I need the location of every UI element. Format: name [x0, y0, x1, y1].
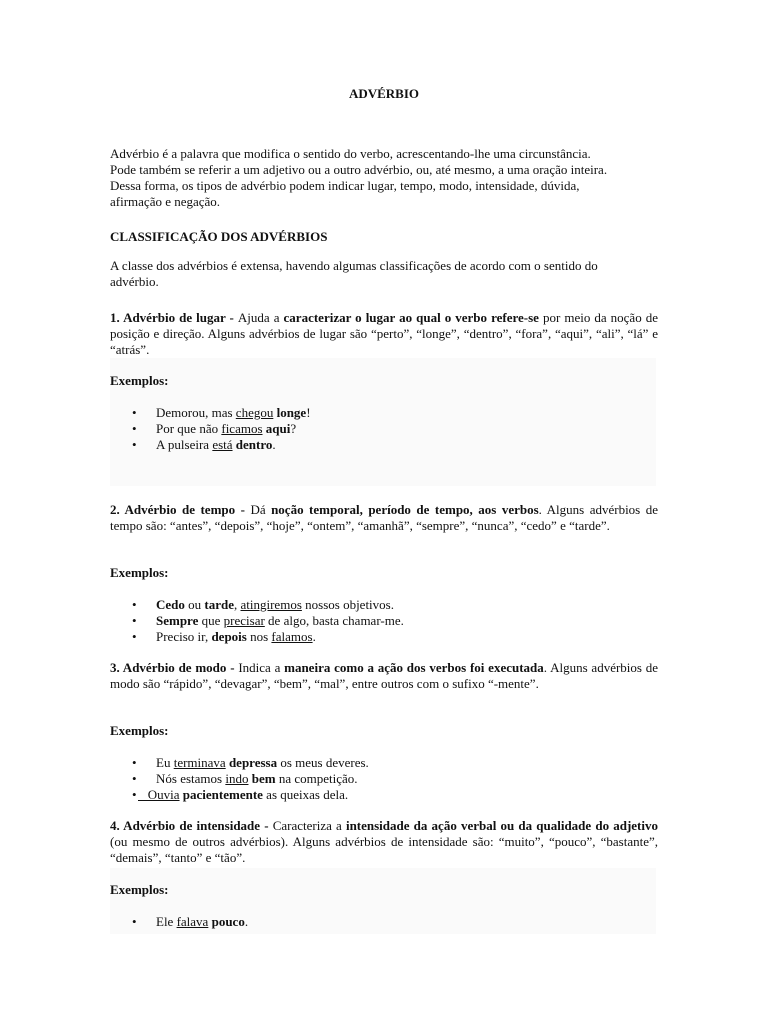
- verb-underlined: terminava: [173, 755, 226, 770]
- verb-underlined: atingiremos: [240, 597, 302, 612]
- paragraph-line: A classe dos advérbios é extensa, havendo algumas classificações de acordo com o sentido do: [110, 258, 598, 273]
- paragraph-line: advérbio.: [110, 274, 159, 289]
- intensidade-examples-list: [110, 914, 658, 930]
- tempo-title: 2. Advérbio de tempo: [110, 502, 236, 517]
- modo-examples-list: [110, 755, 658, 803]
- text: Indica a: [238, 660, 285, 675]
- text: Dá: [250, 502, 272, 517]
- text: . Alguns advérbios de tempo são: “antes”, “depois”, “hoje”, “ontem”, “amanhã”, “sempre”, “nunca”, “cedo” e “tarde”.: [110, 502, 658, 533]
- bold-phrase: caracterizar o lugar ao qual o verbo refere-se: [283, 310, 539, 325]
- list-item: • Eu terminava depressa os meus deveres.: [132, 755, 369, 770]
- verb-underlined: falava: [176, 914, 209, 929]
- text: (ou mesmo de outros advérbios). Alguns advérbios de intensidade são: “muito”, “pouco”, “bastante”, “demais”, “tanto” e “tão”.: [110, 834, 658, 865]
- adverb-bold: aqui: [265, 421, 291, 436]
- title-separator: -: [235, 502, 251, 517]
- bullet: •: [132, 437, 137, 452]
- list-item: • Nós estamos indo bem na competição.: [132, 771, 358, 786]
- bold-phrase: noção temporal, período de tempo, aos verbos: [271, 502, 539, 517]
- lugar-examples-list: [110, 405, 658, 453]
- verb-underlined: falamos: [271, 629, 313, 644]
- intensidade-title: 4. Advérbio de intensidade: [110, 818, 261, 833]
- examples-label: Exemplos:: [110, 882, 169, 897]
- tempo-examples-list: [110, 597, 658, 645]
- tempo-paragraph: [110, 502, 658, 534]
- intro-line: afirmação e negação.: [110, 194, 221, 209]
- bullet: •: [132, 771, 137, 786]
- title-separator: -: [226, 660, 239, 675]
- bullet: •: [132, 629, 137, 644]
- adverb-bold: depressa: [228, 755, 278, 770]
- bullet: •: [132, 787, 137, 802]
- adverb-bold: dentro: [235, 437, 273, 452]
- bullet: •: [132, 755, 137, 770]
- bold-phrase: maneira como a ação dos verbos foi executada: [284, 660, 544, 675]
- modo-paragraph: [110, 660, 658, 692]
- bullet: •: [132, 597, 137, 612]
- page-title: ADVÉRBIO: [348, 86, 420, 101]
- verb-underlined: chegou: [235, 405, 274, 420]
- text: por meio da noção de posição e direção. Alguns advérbios de lugar são “perto”, “longe”, “dentro”, “fora”, “aqui”, “ali”, “lá” e “atrás”.: [110, 310, 658, 357]
- list-item: • A pulseira está dentro.: [132, 437, 276, 452]
- intro-line: Advérbio é a palavra que modifica o sentido do verbo, acrescentando-lhe uma circunstância.: [110, 146, 591, 161]
- intro-line: Pode também se referir a um adjetivo ou a outro advérbio, ou, até mesmo, a uma oração inteira.: [110, 162, 608, 177]
- list-item: • Sempre que precisar de algo, basta chamar-me.: [132, 613, 404, 628]
- bullet: •: [132, 421, 137, 436]
- bold-phrase: intensidade da ação verbal ou da qualidade do adjetivo: [345, 818, 658, 833]
- bullet: •: [132, 613, 137, 628]
- list-item: • Ouvia pacientemente as queixas dela.: [132, 787, 349, 802]
- verb-underlined: precisar: [223, 613, 265, 628]
- title-separator: -: [260, 818, 273, 833]
- lugar-title: 1. Advérbio de lugar: [110, 310, 226, 325]
- classification-paragraph: [110, 258, 658, 290]
- intro-paragraph: [110, 146, 658, 210]
- verb-underlined: está: [212, 437, 233, 452]
- text: . Alguns advérbios de modo são “rápido”, “devagar”, “bem”, “mal”, entre outros com o sufixo “-mente”.: [110, 660, 659, 691]
- text: Ajuda a: [237, 310, 284, 325]
- list-item: • Por que não ficamos aqui?: [132, 421, 297, 436]
- modo-title: 3. Advérbio de modo: [110, 660, 227, 675]
- adverb-bold: pouco: [211, 914, 245, 929]
- verb-underlined: indo: [225, 771, 249, 786]
- examples-label: Exemplos:: [110, 723, 169, 738]
- adverb-bold: longe: [276, 405, 307, 420]
- title-separator: -: [225, 310, 238, 325]
- text: Caracteriza a: [272, 818, 346, 833]
- verb-underlined: ficamos: [221, 421, 263, 436]
- section-heading: CLASSIFICAÇÃO DOS ADVÉRBIOS: [110, 229, 328, 244]
- list-item: • Demorou, mas chegou longe!: [132, 405, 311, 420]
- intro-line: Dessa forma, os tipos de advérbio podem indicar lugar, tempo, modo, intensidade, dúvida,: [110, 178, 580, 193]
- intensidade-paragraph: [110, 818, 658, 866]
- examples-label: Exemplos:: [110, 373, 169, 388]
- lugar-paragraph: [110, 310, 658, 358]
- adverb-bold: pacientemente: [182, 787, 263, 802]
- bullet: •: [132, 914, 137, 929]
- list-item: • Cedo ou tarde, atingiremos nossos objetivos.: [132, 597, 394, 612]
- list-item: • Ele falava pouco.: [132, 914, 249, 929]
- bullet: •: [132, 405, 137, 420]
- examples-label: Exemplos:: [110, 565, 169, 580]
- verb-underlined: Ouvia: [138, 787, 180, 802]
- adverb-bold: bem: [251, 771, 276, 786]
- list-item: • Preciso ir, depois nos falamos.: [132, 629, 316, 644]
